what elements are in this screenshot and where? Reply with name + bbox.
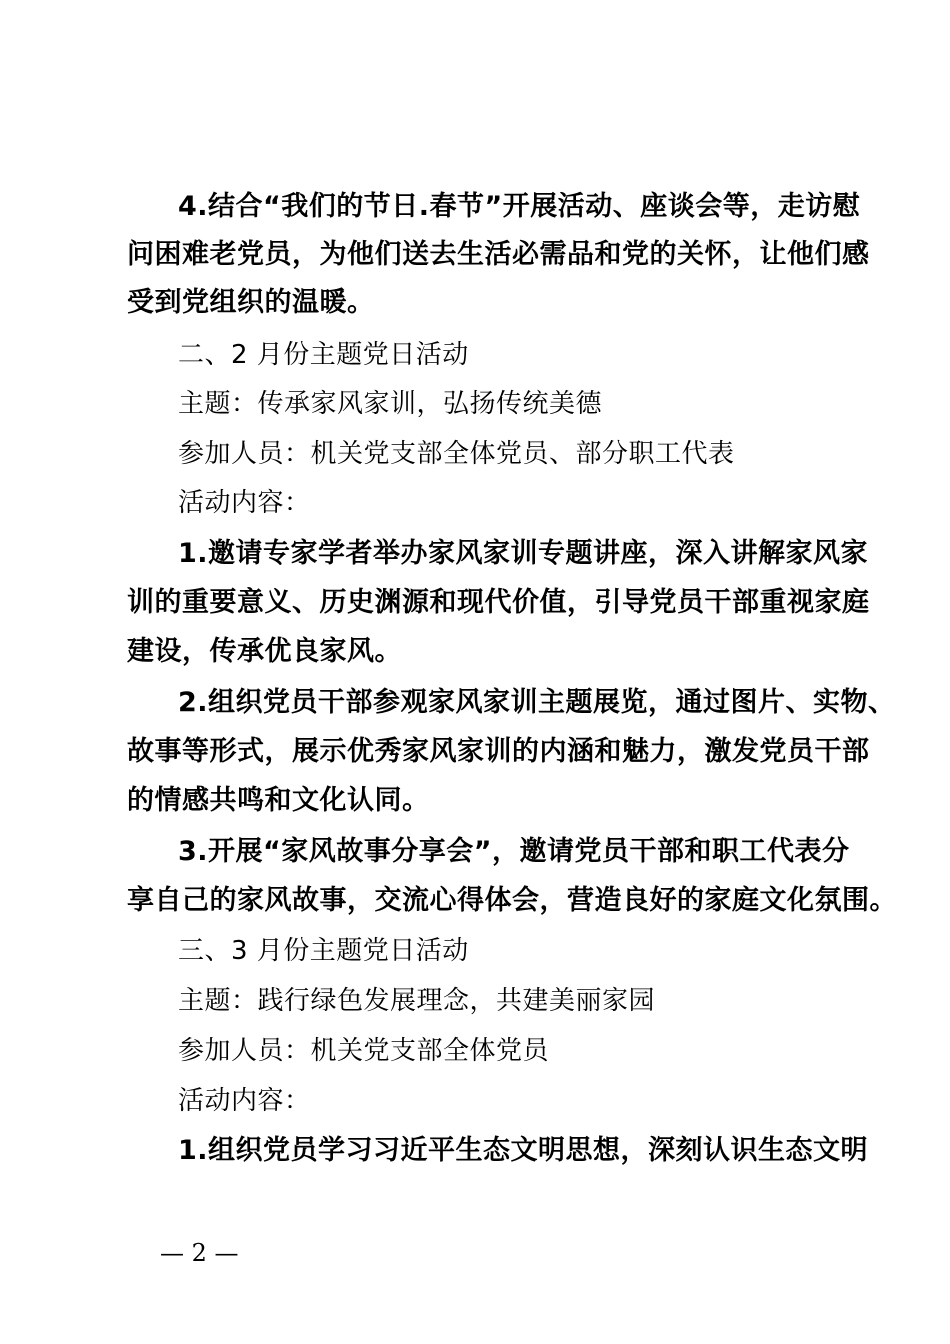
- content-label: 活动内容：: [178, 488, 311, 518]
- paragraph-line: 1.组织党员学习习近平生态文明思想，深刻认识生态文明: [178, 1135, 869, 1166]
- theme-line: 主题：传承家风家训，弘扬传统美德: [178, 389, 603, 419]
- paragraph-line: 3.开展“家风故事分享会”，邀请党员干部和职工代表分: [178, 836, 850, 867]
- paragraph-line: 4.结合“我们的节日.春节”开展活动、座谈会等，走访慰: [178, 191, 861, 222]
- paragraph-line: 训的重要意义、历史渊源和现代价值，引导党员干部重视家庭: [127, 587, 870, 618]
- paragraph-line: 建设，传承优良家风。: [127, 636, 402, 667]
- section-heading: 三、3 月份主题党日活动: [178, 936, 469, 966]
- paragraph-line: 的情感共鸣和文化认同。: [127, 785, 430, 816]
- paragraph-line: 2.组织党员干部参观家风家训主题展览，通过图片、实物、: [178, 687, 896, 718]
- participants-line: 参加人员：机关党支部全体党员、部分职工代表: [178, 439, 735, 469]
- paragraph-line: 享自己的家风故事，交流心得体会，营造良好的家庭文化氛围。: [127, 885, 897, 916]
- content-label: 活动内容：: [178, 1086, 311, 1116]
- paragraph-line: 1.邀请专家学者举办家风家训专题讲座，深入讲解家风家: [178, 538, 869, 569]
- paragraph-line: 问困难老党员，为他们送去生活必需品和党的关怀，让他们感: [127, 239, 870, 270]
- participants-line: 参加人员：机关党支部全体党员: [178, 1036, 550, 1066]
- section-heading: 二、2 月份主题党日活动: [178, 340, 469, 370]
- paragraph-line: 受到党组织的温暖。: [127, 287, 375, 318]
- paragraph-line: 故事等形式，展示优秀家风家训的内涵和魅力，激发党员干部: [127, 736, 870, 767]
- page-number: — 2 —: [160, 1239, 239, 1267]
- theme-line: 主题：践行绿色发展理念，共建美丽家园: [178, 986, 656, 1016]
